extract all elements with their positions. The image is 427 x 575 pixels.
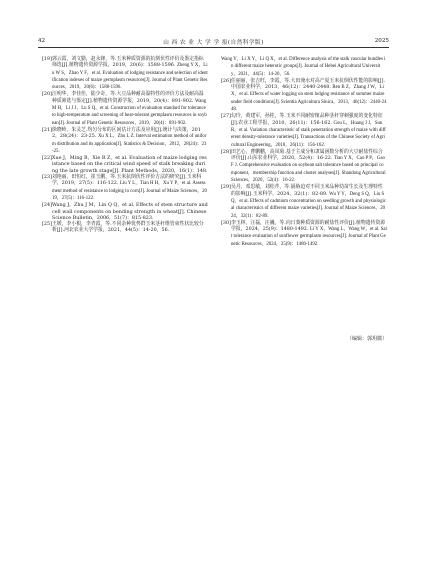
reference-english: Tian Y X，Cao P P，Gao F J. Comprehensive evaluation on soybean salt tolerance based on principal component，membership function and cluster analyses[J]. Shandong Agricultural Sciences，2020，52(4)：16-22. [231,156,386,184]
reference-entry [42,127,208,155]
reference-number: [26] [221,77,231,84]
reference-entry [42,91,208,126]
reference-number: [19] [42,56,52,62]
reference-entry [42,202,208,221]
reference-number: [23] [42,174,52,181]
reference-text: 徐晓岭，朱灵芝.均匀分布的区间估计方法及应用[J].统计与决策，2012，28(24)：23-25. [52,126,201,140]
reference-english: Li Y X，Wang L，Wang W，et al. Salt tolerance evaluation of sunflower germplasm resources[J]. Journal of Plant Genetic Resources，2024，25(9)：1480-1492. [231,227,387,247]
reference-english: Wang Y，Li X Y，Li Q X，et al. Difference analysis of the stalk vascular bundles in different maize heterotic groups[J]. Journal of Hebei Agricultural University，2021，44(5)：14-20，56. [221,57,386,77]
reference-text: 田艺心，曹鹏鹏，高凤菊.基于主成分和隶属函数分析的大豆耐盐性综合评价[J].山东农业科学，2020，52(4)：16-22. [231,148,383,162]
reference-number: [21] [42,126,52,133]
reference-entry [221,56,387,78]
reference-english: Ren B Z，Zhang J W，Li X，et al. Effects of water logging on stem lodging resistance of summer maize under field conditions[J]. Scientia Agricultura Sinica，2013，46(12)：2440-2448. [231,85,387,113]
reference-text: 吴丹，邓思敏，刘松芹，等.镉胁迫对不同玉米品种幼苗生长及生理特性的影响[J].玉米科学，2024，32(1)：82-89. [231,184,383,197]
reference-entry [42,155,208,174]
reference-entry [221,220,387,248]
reference-text: 汪明华，李佳佳，陆少奇，等.大豆品种耐高温特性的评价方法及耐高温种质筛选与鉴定[J].植物遗传资源学报，2019，20(4)：891-902. [52,91,204,104]
reference-english: Liu Y L，Tian H H，Xu Y P，et al. Assessment method of resistance to lodging in corn[J]. Journal of Maize Sciences，2019，27(5)：116-122. [52,181,207,201]
reference-entry [221,78,387,113]
reference-text: Xue J，Ming B，Xie R Z，et al. Evaluation of maize lodging resistance based on the critical wind speed of stalk breaking during the late growth stage[J]. Plant Methods，2020，16(1)：148. [52,155,208,174]
reference-number: [24] [42,202,52,209]
reference-text: Wang J，Zhu J M，Lin Q Q，et al. Effects of stem structure and cell wall components on bending strength in wheat[J]. Chinese Science Bulletin，2006，51(7)：815-823. [52,202,208,221]
reference-english: Wu Y Y，Deng S Q，Liu S Q，et al. Effects of cadmium concentration on seedling growth and physiological characteristics of different maize varieties[J]. Journal of Maize Sciences，2024，32(1)：82-89. [231,191,387,219]
reference-number: [25] [42,221,52,228]
reference-text: 勾玲，黄建军，孙桂，等.玉米不同耐密植品种茎秆穿刺强度的变化特征[J].农业工程学报，2010，26(11)：156-162. [231,113,383,126]
publication-year: 2025 [374,38,389,44]
reference-number: [28] [221,148,231,155]
reference-entry [42,56,208,91]
reference-entry [42,174,208,202]
reference-entry [221,184,387,219]
reference-number: [20] [42,91,52,98]
reference-number: [30] [221,219,231,226]
journal-title: 山 西 农 业 大 学 学 报(自然科学版) [163,40,264,46]
reference-entry [221,149,387,184]
reference-number: [22] [42,155,52,162]
editor-note: （编辑：郭玥微） [346,337,387,342]
reference-text: 任丽丽，张吉旺，李霞，等.大田淹水对高产夏玉米抗倒伏性能的影响[J].中国农业科学，2013，46(12)：2440-2448. [231,77,386,91]
reference-text: 郭云霞，刘文勤，赵永锋，等.玉米种质资源的抗倒伏性评价及鉴定指标筛选[J].植物遗传资源学报，2019，20(6)：1588-1596. [52,56,204,69]
references-left-column [42,56,208,234]
reference-english: Gou L，Huang J J，Sun R，et al. Variation characteristic of stalk penetration strength of maize with different density-tolerance varieties[J]. Transactions of the Chinese Society of Agricultural Engineering，2010，26(11)：156-162. [231,120,386,148]
reference-entry [221,113,387,148]
reference-entry [42,221,208,234]
reference-text: 刘艳丽，田恒红，崔玉鹏，等.玉米抗倒伏性评价方法的研究[J].玉米科学，2019，27(5)：116-122. [52,174,202,187]
references-right-column [221,56,387,248]
reference-english: Zheng Y X，Liu W S，Zhao Y F，et al. Evaluation of lodging resistance and selection of identification indexes of maize germplasm resources[J]. Journal of Plant Genetic Resources，2019，20(6)：1588-1596. [52,63,208,91]
reference-number: [27] [221,113,231,120]
reference-text: 李玉林，汪磊，汪巍，等.向日葵种质资源的耐盐性评价[J].植物遗传资源学报，2024，25(9)：1480-1492. [231,219,386,233]
page-number: 42 [38,38,46,44]
reference-english: Wang M H，Li J J，Lu S Q，et al. Construction of evaluation standard for tolerance to high-temperature and screening of heat-tolerant germplasm resources in soybean[J]. Journal of Plant Genetic Resources，2019，20(4)：891-902. [52,98,207,126]
reference-text: 王媛，李小根，李青霞，等.不同杂种优势群玉米茎秆维管束性状比较分析[J].河北农业大学学报，2021，44(5)：14-20，56. [52,221,204,234]
running-header [38,38,389,48]
reference-english: Xu X L，Zhu L Z. Interval estimation method of uniform distribution and its application[J]. Statistics & Decision，2012，28(24)：23-25. [52,134,207,154]
reference-number: [29] [221,184,231,191]
